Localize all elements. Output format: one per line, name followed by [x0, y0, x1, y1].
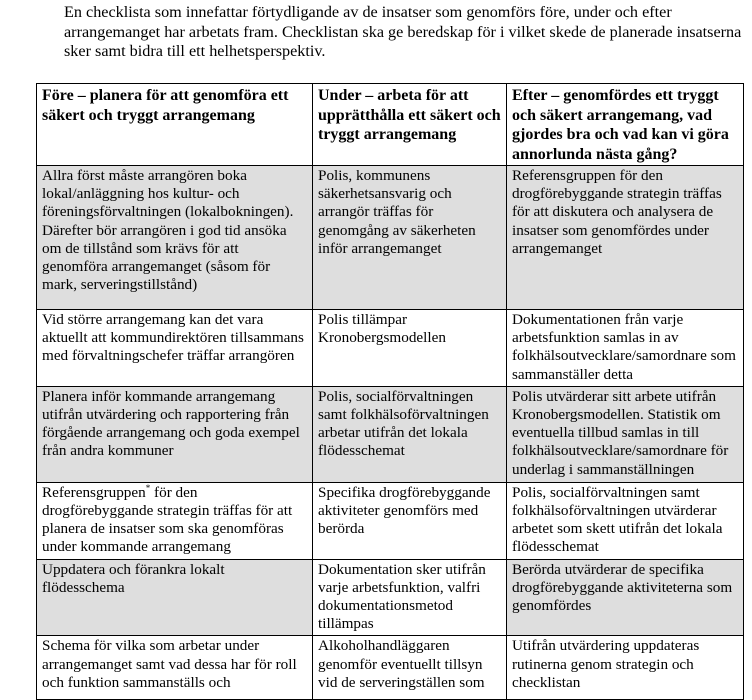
cell-fore: Allra först måste arrangören boka lokal/anläggning hos kultur- och föreningsförvaltningen (lokalbokningen). Därefter bör arrangören i god tid ansöka om de tillstånd som krävs för att genomföra arrangemanget (såsom för mark, serveringstillstånd) [37, 166, 313, 310]
cell-under: Polis, kommunens säkerhetsansvarig och arrangör träffas för genomgång av säkerheten inför arrangemanget [313, 166, 507, 310]
intro-paragraph: En checklista som innefattar förtydligande av de insatser som genomförs före, under och efter arrangemanget har arbetats fram. Checklistan ska ge beredskap för i vilket skede de planerade insatserna sker samt bidra till ett helhetsperspektiv. [64, 3, 742, 60]
table-row [37, 386, 744, 482]
table-row [37, 559, 744, 636]
cell-efter: Referensgruppen för den drogförebyggande strategin träffas för att diskutera och analysera de insatser som genomfördes under arrangemanget [507, 166, 744, 310]
cell-fore: Vid större arrangemang kan det vara aktuellt att kommundirektören tillsammans med förvaltningschefer träffar arrangören [37, 310, 313, 387]
cell-efter: Polis utvärderar sitt arbete utifrån Kronobergsmodellen. Statistik om eventuella tillbud samlas in till folkhälsoutvecklare/samordnare för underlag i sammanställningen [507, 386, 744, 482]
cell-fore: Schema för vilka som arbetar under arrangemanget samt vad dessa har för roll och funktion sammanställs och [37, 636, 313, 700]
cell-fore: Uppdatera och förankra lokalt flödesschema [37, 559, 313, 636]
checklist-table [36, 83, 744, 700]
cell-efter: Utifrån utvärdering uppdateras rutinerna genom strategin och checklistan [507, 636, 744, 700]
table-row [37, 166, 744, 310]
header-under: Under – arbeta för att upprätthålla ett säkert och tryggt arrangemang [313, 84, 507, 166]
table-header-row [37, 84, 744, 166]
cell-efter: Dokumentationen från varje arbetsfunktion samlas in av folkhälsoutvecklare/samordnare som sammanställer detta [507, 310, 744, 387]
cell-fore-text-a: Referensgruppen [42, 483, 146, 501]
header-efter: Efter – genomfördes ett tryggt och säkert arrangemang, vad gjordes bra och vad kan vi göra annorlunda nästa gång? [507, 84, 744, 166]
footnote-marker: * [145, 482, 151, 493]
cell-under: Polis tillämpar Kronobergsmodellen [313, 310, 507, 387]
cell-under: Alkoholhandläggaren genomför eventuellt tillsyn vid de serveringställen som [313, 636, 507, 700]
table-row [37, 482, 744, 559]
cell-efter: Polis, socialförvaltningen samt folkhälsoförvaltningen utvärderar arbetet som skett utifrån det lokala flödesschemat [507, 482, 744, 559]
table-row [37, 636, 744, 700]
cell-under: Polis, socialförvaltningen samt folkhälsoförvaltningen arbetar utifrån det lokala flödesschemat [313, 386, 507, 482]
cell-under: Specifika drogförebyggande aktiviteter genomförs med berörda [313, 482, 507, 559]
header-fore: Före – planera för att genomföra ett säkert och tryggt arrangemang [37, 84, 313, 166]
cell-fore-text-b: för den drogförebyggande strategin träffas för att planera de insatser som ska genomföras under kommande arrangemang [42, 483, 293, 556]
cell-fore: Planera inför kommande arrangemang utifrån utvärdering och rapportering från förgående arrangemang och goda exempel från andra kommuner [37, 386, 313, 482]
cell-efter: Berörda utvärderar de specifika drogförebyggande aktiviteterna som genomfördes [507, 559, 744, 636]
cell-fore [37, 482, 313, 559]
table-row [37, 310, 744, 387]
cell-under: Dokumentation sker utifrån varje arbetsfunktion, valfri dokumentationsmetod tillämpas [313, 559, 507, 636]
